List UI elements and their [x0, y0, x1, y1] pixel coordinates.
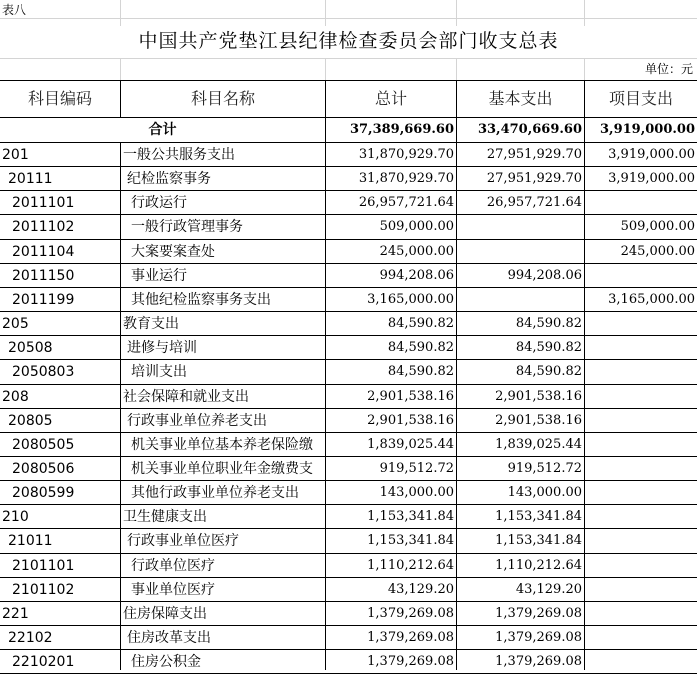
gridline	[325, 58, 326, 80]
gridline	[120, 0, 121, 26]
row-project: 3,165,000.00	[608, 291, 695, 307]
total-project: 3,919,000.00	[600, 122, 695, 137]
row-name: 行政运行	[131, 195, 187, 212]
row-total: 43,129.20	[387, 581, 454, 597]
row-code: 2011101	[12, 195, 75, 212]
row-name: 一般行政管理事务	[131, 219, 243, 236]
row-code: 20805	[8, 412, 53, 429]
row-basic: 1,379,269.08	[495, 654, 582, 670]
column-border	[325, 80, 326, 670]
row-project	[585, 409, 695, 433]
row-total: 1,153,341.84	[367, 509, 454, 525]
row-basic	[457, 240, 582, 264]
total-label: 合计	[148, 122, 177, 138]
row-project	[585, 457, 695, 481]
row-code: 22102	[8, 630, 53, 646]
row-project	[585, 578, 695, 602]
row-name: 一般公共服务支出	[123, 147, 235, 163]
row-code: 2080599	[12, 485, 75, 502]
row-total: 509,000.00	[379, 219, 454, 235]
row-total: 1,110,212.64	[367, 557, 454, 573]
gridline	[0, 18, 697, 19]
row-code: 2080505	[12, 436, 75, 453]
row-total: 245,000.00	[379, 243, 454, 259]
row-project	[585, 336, 695, 360]
row-name: 其他行政事业单位养老支出	[131, 485, 299, 502]
row-basic: 43,129.20	[515, 581, 582, 597]
row-project: 509,000.00	[620, 219, 695, 235]
sheet-tag: 表八	[2, 3, 27, 17]
row-total: 3,165,000.00	[367, 291, 454, 307]
column-border	[120, 80, 121, 118]
header-project: 项目支出	[608, 89, 673, 108]
row-code: 2101101	[12, 557, 75, 574]
row-code: 208	[2, 388, 29, 405]
row-code: 205	[2, 316, 29, 333]
row-project	[585, 433, 695, 457]
row-name: 其他纪检监察事务支出	[131, 291, 271, 308]
row-project	[585, 385, 695, 409]
row-basic: 84,590.82	[515, 364, 582, 380]
row-total: 143,000.00	[379, 485, 454, 501]
row-total: 2,901,538.16	[367, 388, 454, 404]
row-basic: 1,839,025.44	[495, 436, 582, 452]
gridline	[120, 58, 121, 80]
row-total: 1,379,269.08	[367, 630, 454, 645]
row-basic: 27,951,929.70	[486, 171, 582, 187]
column-border	[120, 142, 121, 670]
gridline	[456, 58, 457, 80]
row-basic: 27,951,929.70	[486, 147, 582, 162]
row-name: 行政事业单位养老支出	[127, 412, 267, 429]
row-code: 221	[2, 605, 29, 622]
row-code: 2050803	[12, 364, 75, 381]
row-name: 事业单位医疗	[131, 581, 215, 598]
row-total: 919,512.72	[379, 460, 454, 476]
row-project	[585, 264, 695, 288]
total-sum: 37,389,669.60	[349, 122, 454, 137]
row-code: 20508	[8, 340, 53, 357]
row-name: 机关事业单位职业年金缴费支	[131, 460, 313, 477]
row-name: 住房保障支出	[123, 605, 207, 622]
header-top-border	[0, 80, 697, 81]
row-project	[585, 650, 695, 674]
row-code: 2011102	[12, 219, 75, 236]
row-basic: 84,590.82	[515, 316, 582, 332]
row-code: 2210201	[12, 654, 75, 671]
header-name: 科目名称	[190, 89, 255, 108]
row-total: 84,590.82	[387, 364, 454, 380]
row-code: 21011	[8, 533, 53, 550]
unit-label: 单位：元	[644, 62, 693, 76]
row-name: 机关事业单位基本养老保险缴	[131, 436, 313, 453]
row-name: 培训支出	[131, 364, 187, 381]
row-total: 31,870,929.70	[358, 147, 454, 162]
row-total: 1,153,341.84	[367, 533, 454, 549]
row-name: 进修与培训	[127, 340, 197, 357]
row-project	[585, 554, 695, 578]
row-name: 行政单位医疗	[131, 557, 215, 574]
row-total: 1,379,269.08	[367, 605, 454, 621]
row-basic: 1,153,341.84	[495, 509, 582, 525]
header-total: 总计	[374, 89, 407, 108]
row-basic: 2,901,538.16	[495, 388, 582, 404]
gridline	[325, 0, 326, 26]
gridline	[0, 58, 697, 59]
header-code: 科目编码	[27, 89, 92, 108]
row-code: 2011199	[12, 291, 75, 308]
row-code: 210	[2, 509, 29, 526]
row-code: 201	[2, 147, 29, 163]
row-basic	[457, 215, 582, 239]
row-code: 2011150	[12, 267, 75, 284]
row-basic: 143,000.00	[507, 485, 582, 501]
row-project: 3,919,000.00	[608, 171, 695, 187]
row-total: 31,870,929.70	[358, 171, 454, 187]
row-basic: 1,110,212.64	[495, 557, 582, 573]
row-name: 住房改革支出	[127, 630, 211, 646]
row-basic: 2,901,538.16	[495, 412, 582, 428]
gridline	[584, 58, 585, 80]
row-total: 1,379,269.08	[367, 654, 454, 670]
row-name: 事业运行	[131, 267, 187, 284]
row-basic: 919,512.72	[507, 460, 582, 476]
row-basic: 1,379,269.08	[495, 630, 582, 645]
row-basic	[457, 288, 582, 312]
row-total: 26,957,721.64	[358, 195, 454, 211]
row-basic: 1,379,269.08	[495, 605, 582, 621]
row-project	[585, 505, 695, 529]
row-project	[585, 481, 695, 505]
gridline	[456, 0, 457, 26]
row-project	[585, 626, 695, 650]
page-title: 中国共产党垫江县纪律检查委员会部门收支总表	[138, 30, 559, 52]
row-code: 20111	[8, 171, 53, 188]
row-project: 245,000.00	[620, 243, 695, 259]
row-project	[585, 360, 695, 384]
column-border	[584, 80, 585, 670]
gridline	[584, 0, 585, 26]
row-basic: 1,153,341.84	[495, 533, 582, 549]
row-name: 社会保障和就业支出	[123, 388, 249, 405]
row-project	[585, 191, 695, 215]
row-name: 大案要案查处	[131, 243, 215, 260]
row-total: 84,590.82	[387, 340, 454, 356]
row-code: 2011104	[12, 243, 75, 260]
row-basic: 84,590.82	[515, 340, 582, 356]
row-project	[585, 312, 695, 336]
row-code: 2080506	[12, 460, 75, 477]
header-basic: 基本支出	[488, 89, 553, 108]
row-code: 2101102	[12, 581, 75, 598]
row-total: 994,208.06	[379, 267, 454, 283]
row-total: 84,590.82	[387, 316, 454, 332]
row-name: 教育支出	[123, 316, 179, 333]
row-basic: 26,957,721.64	[486, 195, 582, 211]
row-project	[585, 529, 695, 553]
column-border	[456, 80, 457, 670]
row-name: 卫生健康支出	[123, 509, 207, 526]
row-name: 行政事业单位医疗	[127, 533, 239, 550]
row-project: 3,919,000.00	[608, 147, 695, 162]
row-basic: 994,208.06	[507, 267, 582, 283]
total-basic: 33,470,669.60	[477, 122, 582, 137]
row-name: 住房公积金	[131, 654, 201, 671]
row-total: 1,839,025.44	[367, 436, 454, 452]
row-total: 2,901,538.16	[367, 412, 454, 428]
row-project	[585, 602, 695, 626]
row-name: 纪检监察事务	[127, 171, 211, 188]
